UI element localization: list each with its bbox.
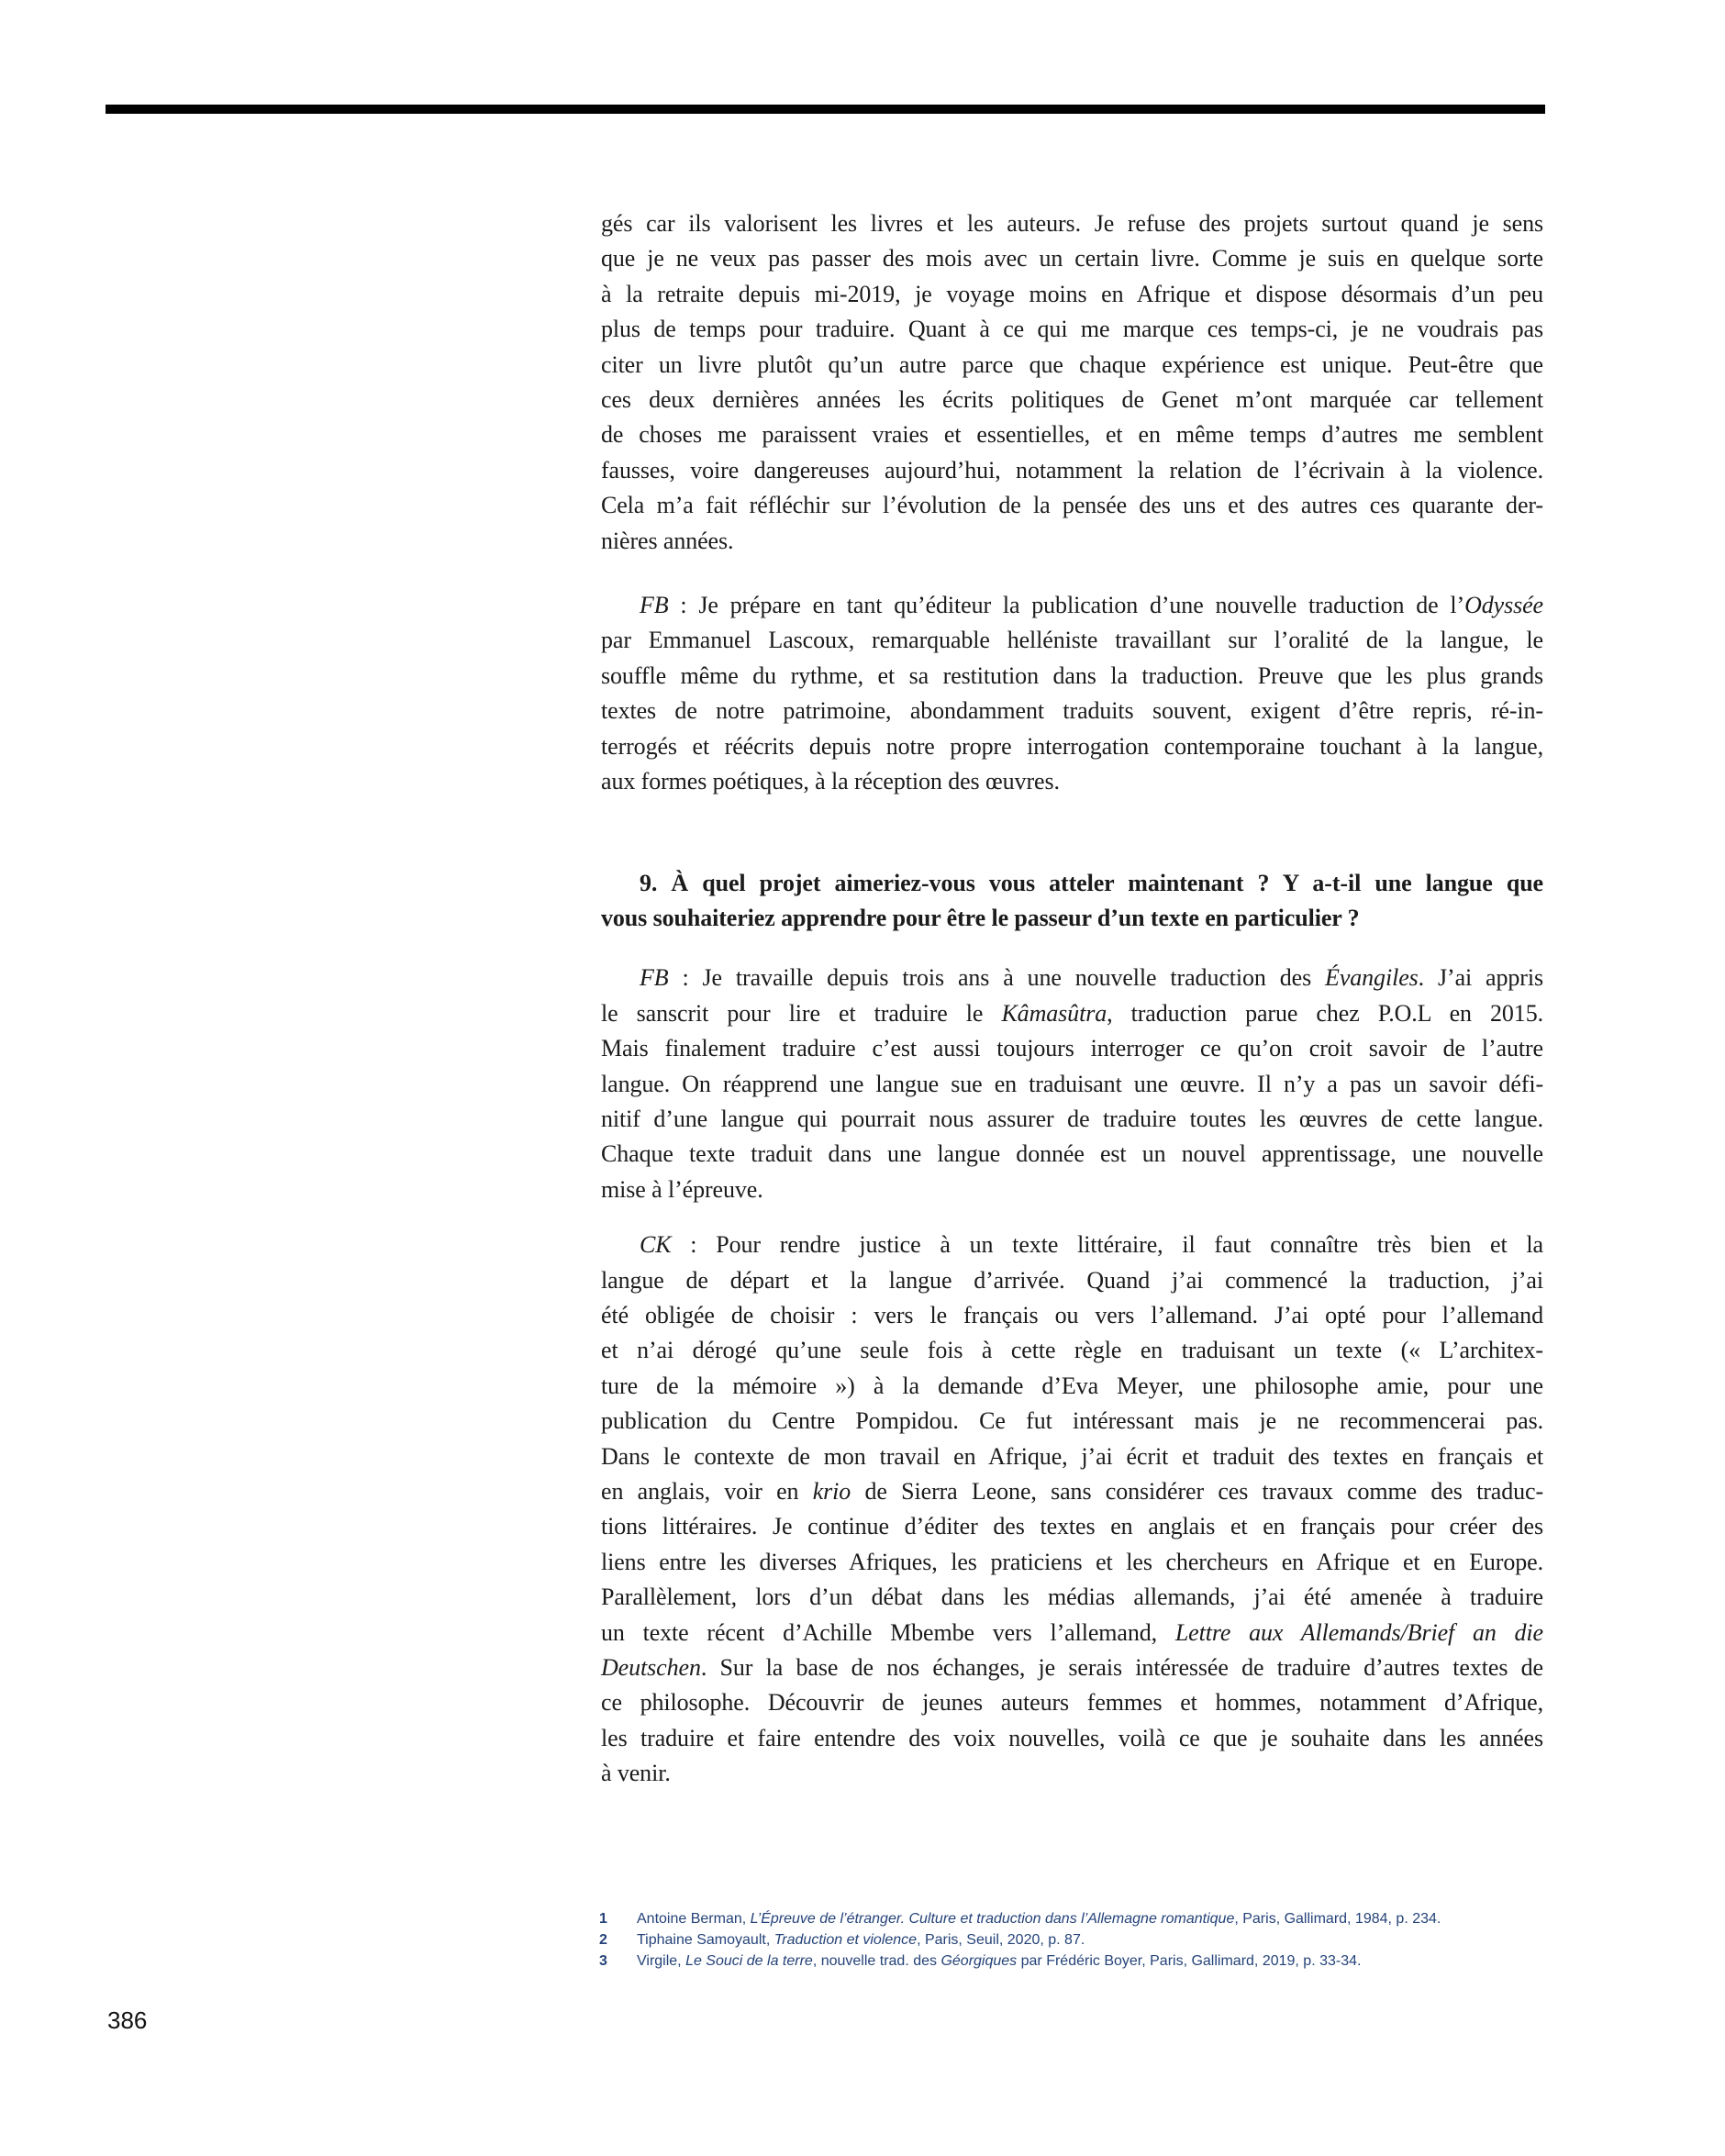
footnote-number: 1 — [599, 1911, 607, 1927]
text-line — [601, 488, 1543, 523]
text-run: Dans le contexte de mon travail en Afrique, j’ai écrit et traduit des textes en français et — [601, 1442, 1543, 1470]
text-line — [601, 1721, 1543, 1756]
text-run: de choses me paraissent vraies et essentielles, et en même temps d’autres me semblent — [601, 421, 1543, 449]
page-number: 386 — [107, 2006, 148, 2034]
text-line — [601, 277, 1543, 312]
text-line — [601, 694, 1543, 728]
text-line — [601, 1616, 1543, 1650]
paragraph — [601, 206, 1543, 559]
text-run: CK — [640, 1231, 672, 1259]
text-line — [601, 1228, 1543, 1262]
text-run: , Paris, Gallimard, 1984, p. 234. — [1234, 1911, 1441, 1927]
text-run: plus de temps pour traduire. Quant à ce qui me marque ces temps-ci, je ne voudrais pas — [601, 316, 1543, 343]
text-line — [601, 996, 1543, 1031]
text-run: . Sur la base de nos échanges, je serais intéressée de traduire d’autres textes de — [700, 1654, 1543, 1682]
text-column — [601, 206, 1543, 1792]
text-run: : Je travaille depuis trois ans à une nouvelle traduction des — [668, 964, 1326, 992]
text-run: , nouvelle trad. des — [812, 1953, 941, 1969]
footnote-number: 3 — [599, 1953, 607, 1969]
text-line — [601, 1263, 1543, 1298]
text-run: été obligée de choisir : vers le français ou vers l’allemand. J’ai opté pour l’allemand — [601, 1301, 1543, 1328]
text-line — [601, 241, 1543, 276]
text-run: . J’ai appris — [1418, 964, 1543, 992]
text-run: de Sierra Leone, sans considérer ces travaux comme des traduc- — [851, 1478, 1544, 1505]
text-run: L’Épreuve de l’étranger. Culture et traduction dans l’Allemagne romantique — [750, 1911, 1235, 1927]
text-run: Évangiles — [1325, 964, 1419, 992]
text-run: publication du Centre Pompidou. Ce fut intéressant mais je ne recommencerai pas. — [601, 1407, 1543, 1435]
text-run: Virgile, — [637, 1953, 686, 1969]
text-line — [601, 659, 1543, 694]
text-line — [601, 312, 1543, 347]
text-run: Mais finalement traduire c’est aussi toujours interroger ce qu’on croit savoir de l’autre — [601, 1035, 1543, 1062]
text-run: gés car ils valorisent les livres et les auteurs. Je refuse des projets surtout quand je sens — [601, 210, 1543, 237]
text-run: ture de la mémoire ») à la demande d’Eva Meyer, une philosophe amie, pour une — [601, 1372, 1543, 1399]
text-run: : Pour rendre justice à un texte littéraire, il faut connaître très bien et la — [671, 1231, 1543, 1259]
text-run: textes de notre patrimoine, abondamment traduits souvent, exigent d’être repris, ré-in- — [601, 697, 1543, 725]
text-run: Chaque texte traduit dans une langue donnée est un nouvel apprentissage, une nouvelle — [601, 1140, 1543, 1168]
text-line — [601, 348, 1543, 383]
text-line — [601, 1333, 1543, 1368]
footnote-text — [637, 1950, 1544, 1972]
text-run: langue de départ et la langue d’arrivée. Quand j’ai commencé la traduction, j’ai — [601, 1266, 1543, 1294]
footnote-text — [637, 1929, 1544, 1950]
text-run: langue. On réapprend une langue sue en traduisant une œuvre. Il n’y a pas un savoir défi- — [601, 1070, 1543, 1097]
text-run: FB — [640, 964, 669, 992]
text-line — [601, 1580, 1543, 1615]
text-run: nitif d’une langue qui pourrait nous assurer de traduire toutes les œuvres de cette langue. — [601, 1105, 1543, 1132]
text-run: Le Souci de la terre — [685, 1953, 813, 1969]
text-run: en anglais, voir en — [601, 1478, 813, 1505]
text-line — [601, 1172, 1543, 1207]
footnote — [599, 1908, 1544, 1929]
text-line — [601, 524, 1543, 559]
text-line — [601, 1545, 1543, 1580]
text-line — [601, 1102, 1543, 1137]
text-run: que je ne veux pas passer des mois avec un certain livre. Comme je suis en quelque sorte — [601, 245, 1543, 272]
top-rule — [106, 105, 1545, 114]
text-run: Antoine Berman, — [637, 1911, 751, 1927]
text-run: 9. À quel projet aimeriez-vous vous atteler maintenant ? Y a-t-il une langue que — [640, 869, 1543, 896]
footnotes-section — [599, 1908, 1544, 1972]
text-run: et n’ai dérogé qu’une seule fois à cette règle en traduisant un texte (« L’architex- — [601, 1337, 1543, 1364]
text-run: Tiphaine Samoyault, — [637, 1932, 774, 1948]
text-run: Parallèlement, lors d’un débat dans les médias allemands, j’ai été amenée à traduire — [601, 1584, 1543, 1611]
text-run: souffle même du rythme, et sa restitution dans la traduction. Preuve que les plus grands — [601, 661, 1543, 689]
text-run: FB — [640, 592, 669, 619]
text-run: les traduire et faire entendre des voix nouvelles, voilà ce que je souhaite dans les années — [601, 1724, 1543, 1751]
text-run: un texte récent d’Achille Mbembe vers l’allemand, — [601, 1618, 1175, 1646]
footnote-text — [637, 1908, 1544, 1929]
text-line — [601, 961, 1543, 995]
text-run: ces deux dernières années les écrits politiques de Genet m’ont marquée car tellement — [601, 386, 1543, 414]
text-run: par Frédéric Boyer, Paris, Gallimard, 2019, p. 33-34. — [1017, 1953, 1362, 1969]
text-run: ce philosophe. Découvrir de jeunes auteurs femmes et hommes, notamment d’Afrique, — [601, 1689, 1543, 1717]
text-line — [601, 1067, 1543, 1102]
text-line — [601, 729, 1543, 764]
text-run: à venir. — [601, 1760, 671, 1787]
footnote — [599, 1950, 1544, 1972]
text-run: Kâmasûtra — [1001, 999, 1107, 1027]
text-run: liens entre les diverses Afriques, les praticiens et les chercheurs en Afrique et en Europe. — [601, 1548, 1543, 1575]
text-run: vous souhaiteriez apprendre pour être le passeur d’un texte en particulier ? — [601, 904, 1360, 931]
text-run: Lettre aux Allemands/Brief an die — [1174, 1618, 1543, 1646]
text-run: , traduction parue chez P.O.L en 2015. — [1107, 999, 1543, 1027]
text-line — [601, 1685, 1543, 1720]
text-run: par Emmanuel Lascoux, remarquable helléniste travaillant sur l’oralité de la langue, le — [601, 627, 1543, 654]
footnote — [599, 1929, 1544, 1950]
footnote-number: 2 — [599, 1932, 607, 1948]
text-line — [601, 383, 1543, 417]
text-line — [601, 1650, 1543, 1685]
text-line — [601, 1031, 1543, 1066]
text-line — [601, 901, 1543, 936]
text-run: : Je prépare en tant qu’éditeur la publication d’une nouvelle traduction de l’ — [668, 592, 1465, 619]
section-heading — [601, 866, 1543, 937]
text-run: krio — [812, 1478, 851, 1505]
text-line — [601, 1137, 1543, 1172]
text-run: citer un livre plutôt qu’un autre parce que chaque expérience est unique. Peut-être que — [601, 350, 1543, 378]
text-run: Traduction et violence — [773, 1932, 918, 1948]
text-run: Géorgiques — [940, 1953, 1018, 1969]
text-line — [601, 1404, 1543, 1439]
body-text — [601, 206, 1543, 1792]
text-line — [601, 623, 1543, 658]
text-run: , Paris, Seuil, 2020, p. 87. — [917, 1932, 1085, 1948]
text-line — [601, 206, 1543, 241]
text-line — [601, 764, 1543, 799]
text-line — [601, 1439, 1543, 1474]
text-run: tions littéraires. Je continue d’éditer des textes en anglais et en français pour créer des — [601, 1513, 1543, 1540]
text-line — [601, 453, 1543, 488]
text-line — [601, 588, 1543, 623]
text-run: terrogés et réécrits depuis notre propre interrogation contemporaine touchant à la langue, — [601, 732, 1543, 760]
text-run: Cela m’a fait réfléchir sur l’évolution de la pensée des uns et des autres ces quarante der- — [601, 492, 1543, 519]
text-run: fausses, voire dangereuses aujourd’hui, notamment la relation de l’écrivain à la violence. — [601, 456, 1543, 483]
paragraph — [601, 961, 1543, 1207]
text-run: Odyssée — [1464, 592, 1543, 619]
text-line — [601, 1756, 1543, 1791]
text-line — [601, 1474, 1543, 1509]
text-run: mise à l’épreuve. — [601, 1175, 763, 1203]
paragraph — [601, 588, 1543, 799]
paragraph — [601, 1228, 1543, 1792]
text-run: à la retraite depuis mi-2019, je voyage moins en Afrique et dispose désormais d’un peu — [601, 280, 1543, 307]
text-run: le sanscrit pour lire et traduire le — [601, 999, 1002, 1027]
text-line — [601, 866, 1543, 901]
text-line — [601, 1509, 1543, 1544]
text-line — [601, 417, 1543, 452]
text-run: nières années. — [601, 527, 734, 554]
text-run: aux formes poétiques, à la réception des œuvres. — [601, 768, 1060, 795]
text-run: Deutschen — [601, 1654, 701, 1682]
text-line — [601, 1298, 1543, 1333]
text-line — [601, 1369, 1543, 1404]
